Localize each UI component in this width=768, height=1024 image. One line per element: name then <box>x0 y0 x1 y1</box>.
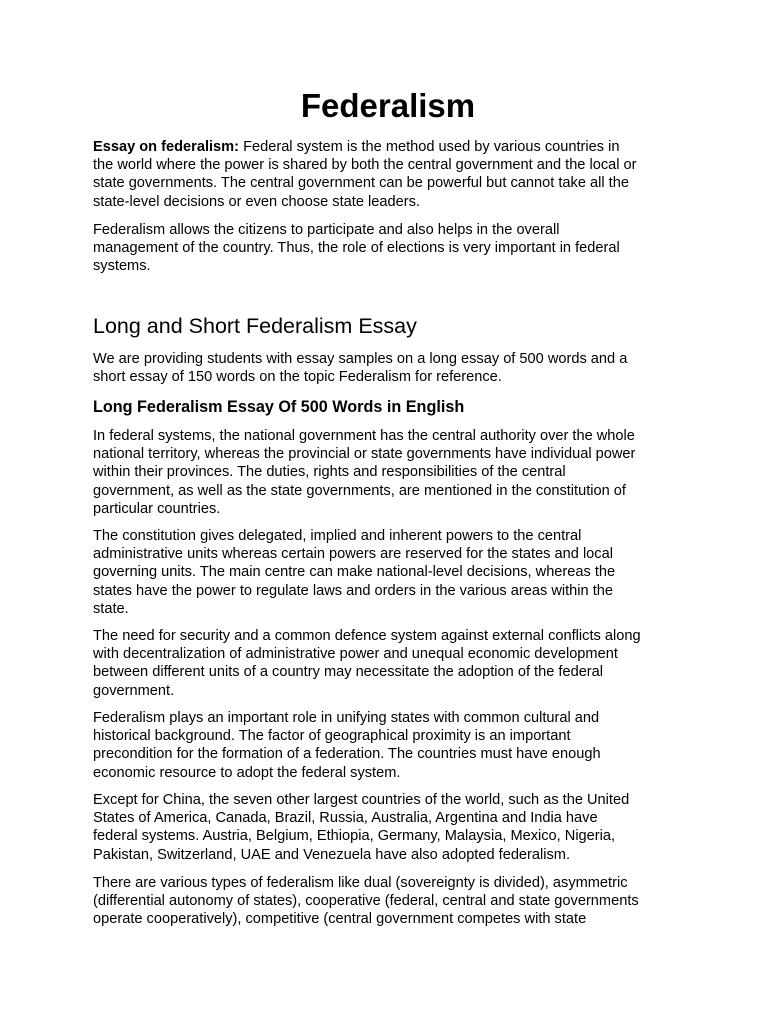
paragraph-line: In federal systems, the national government has the central authority over the whole <box>93 428 635 444</box>
paragraph-line: We are providing students with essay samples on a long essay of 500 words and a <box>93 351 628 367</box>
intro-line: state-level decisions or even choose state leaders. <box>93 193 420 210</box>
paragraph-line: States of America, Canada, Brazil, Russia, Australia, Argentina and India have <box>93 810 598 827</box>
paragraph-line: economic resource to adopt the federal system. <box>93 764 401 781</box>
paragraph-line: states have the power to regulate laws and orders in the various areas within the <box>93 582 613 599</box>
paragraph-line: operate cooperatively), competitive (central government competes with state <box>93 911 587 928</box>
paragraph-line: government. <box>93 682 175 699</box>
intro-second-paragraph <box>93 221 683 276</box>
paragraph-line: management of the country. Thus, the role of elections is very important in federal <box>93 240 620 257</box>
paragraph-line: government, as well as the state governments, are mentioned in the constitution of <box>93 482 626 499</box>
paragraph-line: with decentralization of administrative power and unequal economic development <box>93 646 618 663</box>
essay-paragraph-1 <box>93 427 683 518</box>
intro-line: state governments. The central government can be powerful but cannot take all the <box>93 175 629 192</box>
paragraph-line: precondition for the formation of a federation. The countries must have enough <box>93 746 601 763</box>
paragraph-line: administrative units whereas certain powers are reserved for the states and local <box>93 546 613 563</box>
paragraph-line: Federalism allows the citizens to participate and also helps in the overall <box>93 222 560 238</box>
sub-heading: Long Federalism Essay Of 500 Words in English <box>93 398 465 416</box>
page-title: Federalism <box>300 87 476 124</box>
paragraph-line: within their provinces. The duties, rights and responsibilities of the central <box>93 464 566 481</box>
section-intro-paragraph <box>93 350 683 386</box>
paragraph-line: Pakistan, Switzerland, UAE and Venezuela have also adopted federalism. <box>93 846 571 863</box>
paragraph-line: between different units of a country may necessitate the adoption of the federal <box>93 664 604 681</box>
paragraph-line: national territory, whereas the provincial or state governments have individual power <box>93 446 636 463</box>
intro-line <box>93 138 683 156</box>
essay-paragraph-5 <box>93 791 683 864</box>
section-heading: Long and Short Federalism Essay <box>93 314 417 338</box>
essay-paragraph-6 <box>93 874 683 929</box>
paragraph-line: The constitution gives delegated, implied and inherent powers to the central <box>93 528 582 544</box>
paragraph-line: Federalism plays an important role in unifying states with common cultural and <box>93 710 600 726</box>
paragraph-line: particular countries. <box>93 500 221 517</box>
paragraph-line: Except for China, the seven other largest countries of the world, such as the United <box>93 792 630 808</box>
paragraph-line: systems. <box>93 258 151 275</box>
paragraph-line: state. <box>93 600 129 617</box>
paragraph-line: short essay of 150 words on the topic Federalism for reference. <box>93 369 502 386</box>
paragraph-line: There are various types of federalism like dual (sovereignty is divided), asymmetric <box>93 875 628 891</box>
intro-paragraph <box>93 138 683 211</box>
paragraph-line: The need for security and a common defence system against external conflicts along <box>93 628 641 644</box>
paragraph-line: federal systems. Austria, Belgium, Ethiopia, Germany, Malaysia, Mexico, Nigeria, <box>93 828 616 845</box>
paragraph-line: governing units. The main centre can make national-level decisions, whereas the <box>93 564 616 581</box>
paragraph-line: (differential autonomy of states), cooperative (federal, central and state governments <box>93 893 639 910</box>
essay-paragraph-4 <box>93 709 683 782</box>
intro-line: the world where the power is shared by both the central government and the local or <box>93 157 637 174</box>
intro-lead: Essay on federalism: <box>93 139 240 155</box>
essay-paragraph-3 <box>93 627 683 700</box>
essay-paragraph-2 <box>93 527 683 618</box>
intro-line-rest: Federal system is the method used by various countries in <box>239 139 620 155</box>
paragraph-line: historical background. The factor of geographical proximity is an important <box>93 728 571 745</box>
